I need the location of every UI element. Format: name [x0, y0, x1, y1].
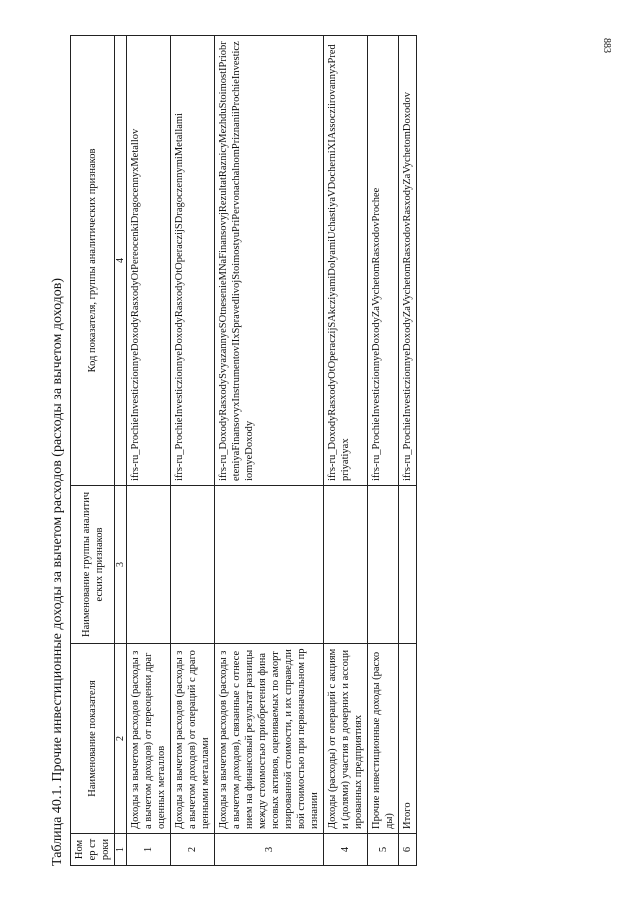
- table-row: [215, 36, 324, 866]
- table-row: [368, 36, 399, 866]
- page-number: 883: [601, 38, 612, 53]
- group-name: [171, 486, 215, 644]
- header-group-name: Наименование группы аналитических признаков: [71, 486, 115, 644]
- indicator-name: Доходы за вычетом расходов (расходы за вычетом доходов) от операций с драгоценными металлами: [171, 644, 215, 834]
- row-number: 5: [368, 834, 399, 866]
- row-number: 6: [399, 834, 417, 866]
- column-number: 1: [115, 834, 127, 866]
- group-name: [324, 486, 368, 644]
- header-indicator-name: Наименование показателя: [71, 644, 115, 834]
- indicator-code: ifrs-ru_ProchieInvesticzionnyeDoxodyRasxodyOtPereocenkiDragocennyxMetallov: [127, 36, 171, 486]
- row-number: 1: [127, 834, 171, 866]
- row-number: 3: [215, 834, 324, 866]
- indicator-name: Прочие инвестиционные доходы (расходы): [368, 644, 399, 834]
- table-header-row: [71, 36, 115, 866]
- indicator-name: Доходы (расходы) от операций с акциями (долями) участия в дочерних и ассоциированных предприятиях: [324, 644, 368, 834]
- table-row: [324, 36, 368, 866]
- indicator-code: ifrs-ru_ProchieInvesticzionnyeDoxodyZaVychetomRasxodovRasxodyZaVychetomDoxodov: [399, 36, 417, 486]
- group-name: [127, 486, 171, 644]
- row-number: 2: [171, 834, 215, 866]
- group-name: [399, 486, 417, 644]
- indicator-code: ifrs-ru_ProchieInvesticzionnyeDoxodyZaVychetomRasxodovProchee: [368, 36, 399, 486]
- indicator-name: Доходы за вычетом расходов (расходы за вычетом доходов) от переоценки драгоценных металлов: [127, 644, 171, 834]
- column-number: 4: [115, 36, 127, 486]
- column-number: 2: [115, 644, 127, 834]
- group-name: [368, 486, 399, 644]
- header-row-number: Номер строки: [71, 834, 115, 866]
- row-number: 4: [324, 834, 368, 866]
- indicator-code: ifrs-ru_ProchieInvesticzionnyeDoxodyRasxodyOtOperaczijSDragoczennymiMetallami: [171, 36, 215, 486]
- indicator-name: Доходы за вычетом расходов (расходы за вычетом доходов), связанные с отнесением на финансовый результат разницы между стоимостью приобретения финансовых активов, оцениваемых по амортизированной стоимости, и их справедливой стоимостью при первоначальном признании: [215, 644, 324, 834]
- table-title: Таблица 40.1. Прочие инвестиционные доходы за вычетом расходов (расходы за вычетом доходов): [50, 277, 65, 866]
- table-row: [127, 36, 171, 866]
- indicator-table: [70, 35, 417, 866]
- table-row: [171, 36, 215, 866]
- group-name: [215, 486, 324, 644]
- header-code: Код показателя, группы аналитических признаков: [71, 36, 115, 486]
- table-row: [399, 36, 417, 866]
- rotated-landscape-page: [50, 30, 570, 870]
- indicator-code: ifrs-ru_DoxodyRasxodySvyazannyeSOtnesenieMNaFinansovyjRezultatRaznicyMezhduStoimostIPriobreteniyaFinansovyxInstrumentovIIxSpravedlivojStoimostyuPriPervonachalnomPriznaniiProchieInvesticziomyeDoxody: [215, 36, 324, 486]
- column-number: 3: [115, 486, 127, 644]
- indicator-name: Итого: [399, 644, 417, 834]
- column-number-row: [115, 36, 127, 866]
- indicator-code: ifrs-ru_DoxodyRasxodyOtOperaczijSAkcziyamiDolyamiUchastiyaVDocherniXIAssocziirovannyxPredpriyatiyax: [324, 36, 368, 486]
